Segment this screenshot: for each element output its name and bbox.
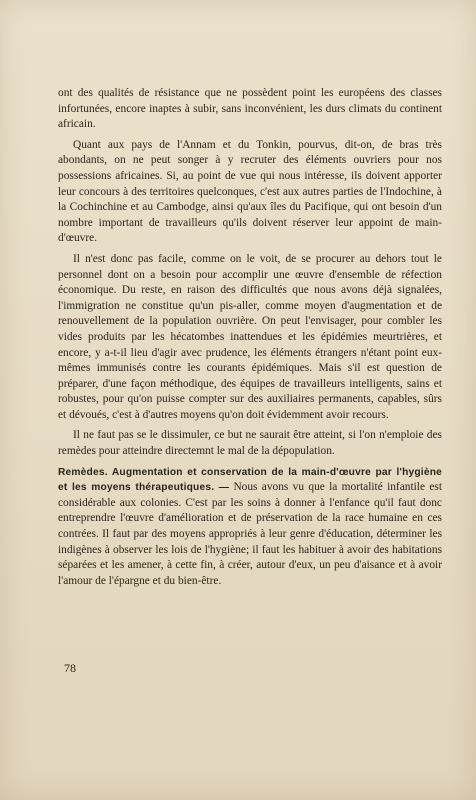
page-number: 78 (64, 661, 76, 675)
paragraph-1: ont des qualités de résistance que ne possèdent point les européens des classes infortunées, encore inaptes à subir, sans inconvénient, les durs climats du continent africain. (58, 87, 442, 131)
body-text (58, 86, 442, 594)
paragraph-2: Quant aux pays de l'Annam et du Tonkin, pourvus, dit-on, de bras très abondants, on ne peut songer à y recruter des éléments ouvriers pour nos possessions africaines. Si, au point de vue qui nous intéresse, ils doivent apporter leur concours à des territoires quelconques, c'est aux autres parties de l'Indochine, à la Cochinchine et au Cambodge, ainsi qu'aux îles du Pacifique, qui ont besoin d'un nombre important de travailleurs qu'ils doivent réserver leur appoint de main-d'œuvre. (58, 138, 442, 245)
section-paragraph (58, 465, 442, 590)
section-text: Nous avons vu que la mortalité infantile est considérable aux colonies. C'est par les soins à donner à l'enfance qu'il faut donc entreprendre l'œuvre d'amélioration et de préservation de la race humaine en ces contrées. Il faut par des moyens appropriés à leur genre d'éducation, déterminer les indigènes à observer les lois de l'hygiène; il faut les habituer à avoir des habitations séparées et les amener, à cette fin, à créer, autour d'eux, un peu d'aisance et à avoir l'amour de l'épargne et du bien-être. (58, 481, 442, 587)
paragraph-3: Il n'est donc pas facile, comme on le voit, de se procurer au dehors tout le personnel dont on a besoin pour accomplir une œuvre d'ensemble de réfection économique. Du reste, en raison des difficultés que nous avons déjà signalées, l'immigration ne constitue qu'un pis-aller, comme moyen d'augmentation et de renouvellement de la population ouvrière. On peut l'envisager, pour combler les vides produits par les hécatombes inattendues et les épidémies meurtrières, et encore, y a-t-il lieu d'agir avec prudence, les éléments étrangers n'étant point eux-mêmes immunisés contre les courants épidémiques. Mais s'il est question de préparer, d'une façon méthodique, des équipes de travailleurs intelligents, sains et robustes, pour qu'on puisse compter sur des auxiliaires permanents, capables, sûrs et dévoués, c'est à d'autres moyens qu'on doit évidemment avoir recours. (58, 252, 442, 421)
paragraph-4: Il ne faut pas se le dissimuler, ce but ne saurait être atteint, si l'on n'emploie des remèdes pour atteindre directemnt le mal de la dépopulation. (58, 429, 442, 458)
section-heading: Remèdes. Augmentation et conservation de la main-d'œuvre par l'hygiène et les moyens thérapeutiques. — (58, 466, 442, 494)
